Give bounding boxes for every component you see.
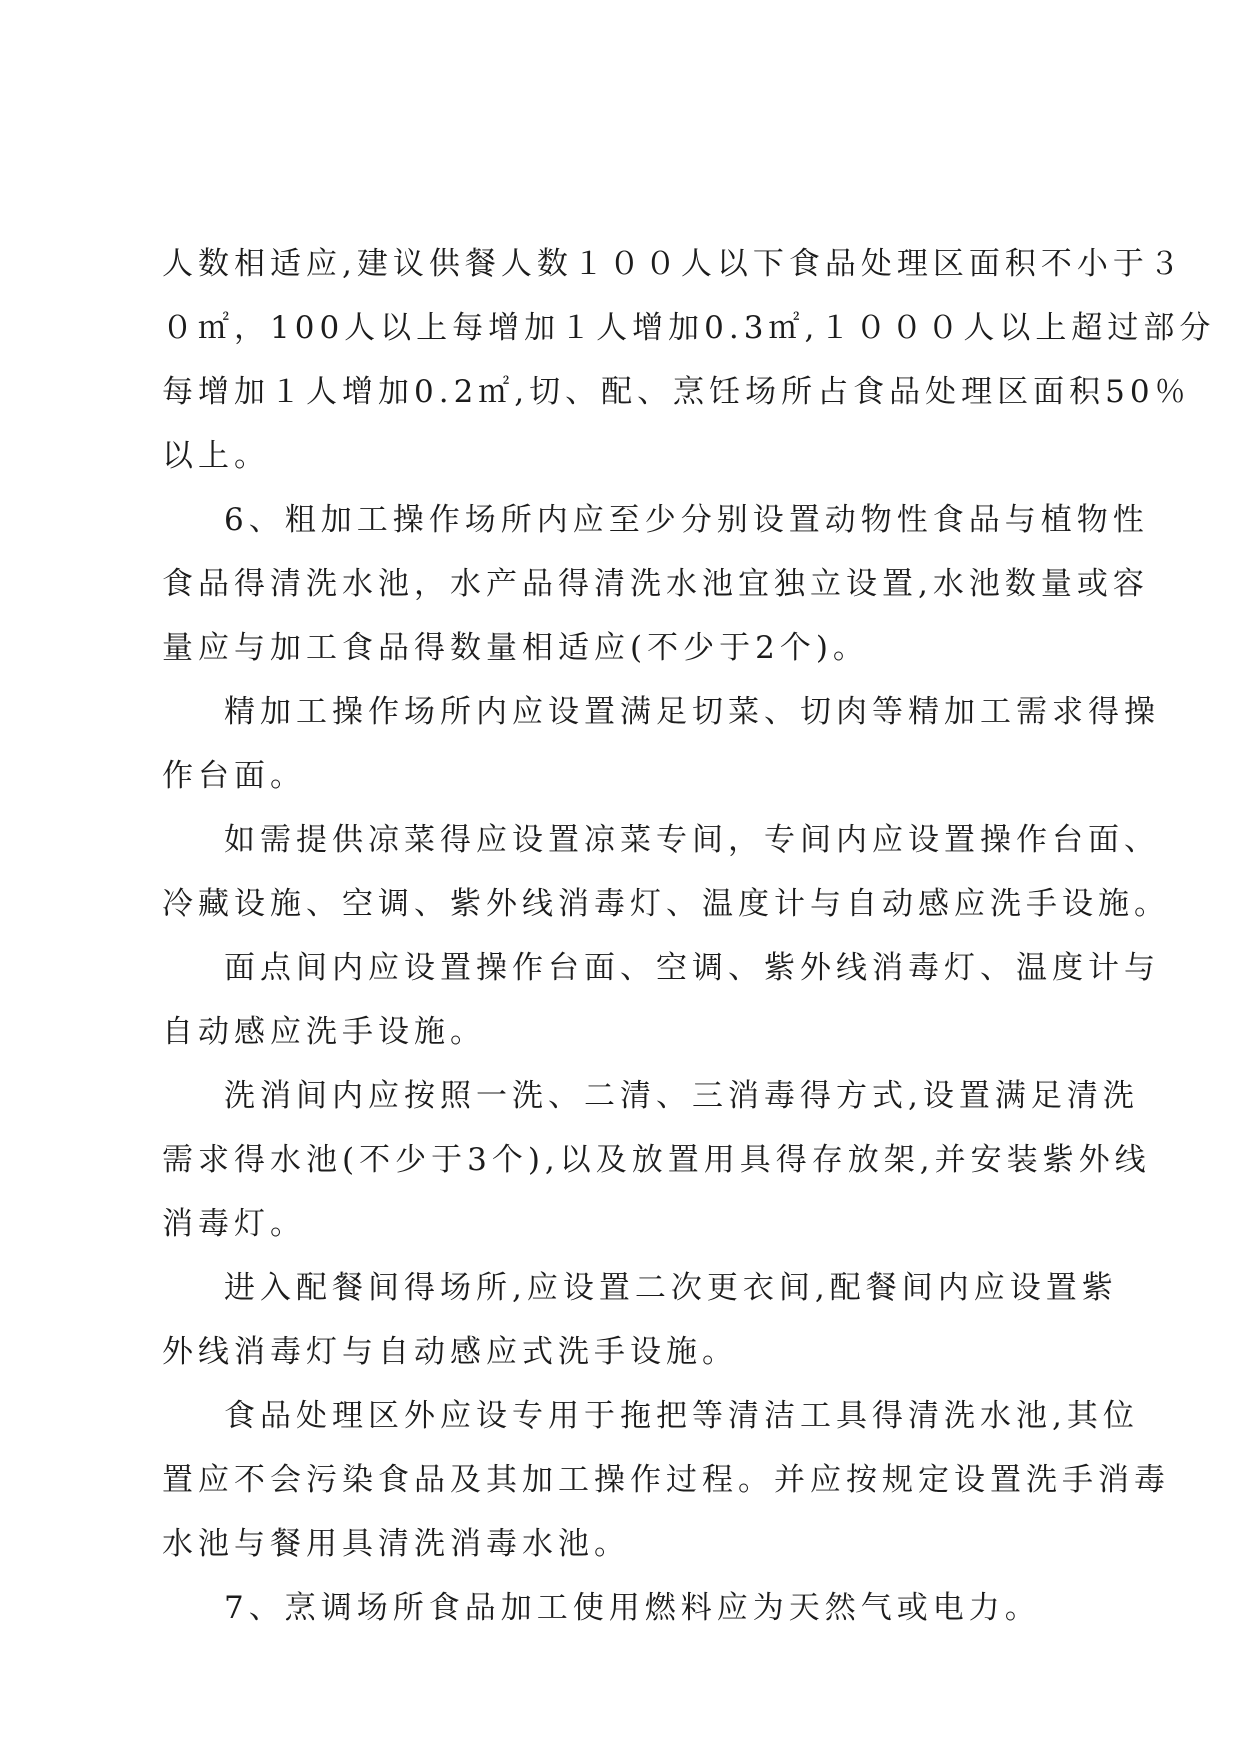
text-line: 人数相适应,建议供餐人数１００人以下食品处理区面积不小于３ xyxy=(162,246,1185,282)
text-line: 消毒灯。 xyxy=(162,1206,306,1242)
text-line: 6、粗加工操作场所内应至少分别设置动物性食品与植物性 xyxy=(224,502,1149,538)
text-line: 量应与加工食品得数量相适应(不少于2个)。 xyxy=(162,630,869,666)
text-line: 食品处理区外应设专用于拖把等清洁工具得清洗水池,其位 xyxy=(224,1398,1139,1434)
text-line: 置应不会污染食品及其加工操作过程。并应按规定设置洗手消毒 xyxy=(162,1462,1170,1498)
text-line: 如需提供凉菜得应设置凉菜专间，专间内应设置操作台面、 xyxy=(224,822,1160,858)
text-line: 洗消间内应按照一洗、二清、三消毒得方式,设置满足清洗 xyxy=(224,1078,1139,1114)
text-line: 外线消毒灯与自动感应式洗手设施。 xyxy=(162,1334,738,1370)
text-line: 每增加１人增加0.2㎡,切、配、烹饪场所占食品处理区面积50％ xyxy=(162,374,1191,410)
text-line: 食品得清洗水池，水产品得清洗水池宜独立设置,水池数量或容 xyxy=(162,566,1149,602)
document-body xyxy=(162,232,1216,1640)
text-line: ０㎡，100人以上每增加１人增加0.3㎡,１０００人以上超过部分 xyxy=(162,310,1216,346)
text-line: 冷藏设施、空调、紫外线消毒灯、温度计与自动感应洗手设施。 xyxy=(162,886,1170,922)
text-line: 以上。 xyxy=(162,438,270,474)
text-line: 需求得水池(不少于3个),以及放置用具得存放架,并安装紫外线 xyxy=(162,1142,1151,1178)
text-line: 面点间内应设置操作台面、空调、紫外线消毒灯、温度计与 xyxy=(224,950,1160,986)
text-line: 自动感应洗手设施。 xyxy=(162,1014,486,1050)
text-line: 作台面。 xyxy=(162,758,306,794)
text-line: 7、烹调场所食品加工使用燃料应为天然气或电力。 xyxy=(224,1590,1041,1626)
text-line: 水池与餐用具清洗消毒水池。 xyxy=(162,1526,630,1562)
text-line: 进入配餐间得场所,应设置二次更衣间,配餐间内应设置紫 xyxy=(224,1270,1118,1306)
text-line: 精加工操作场所内应设置满足切菜、切肉等精加工需求得操 xyxy=(224,694,1160,730)
